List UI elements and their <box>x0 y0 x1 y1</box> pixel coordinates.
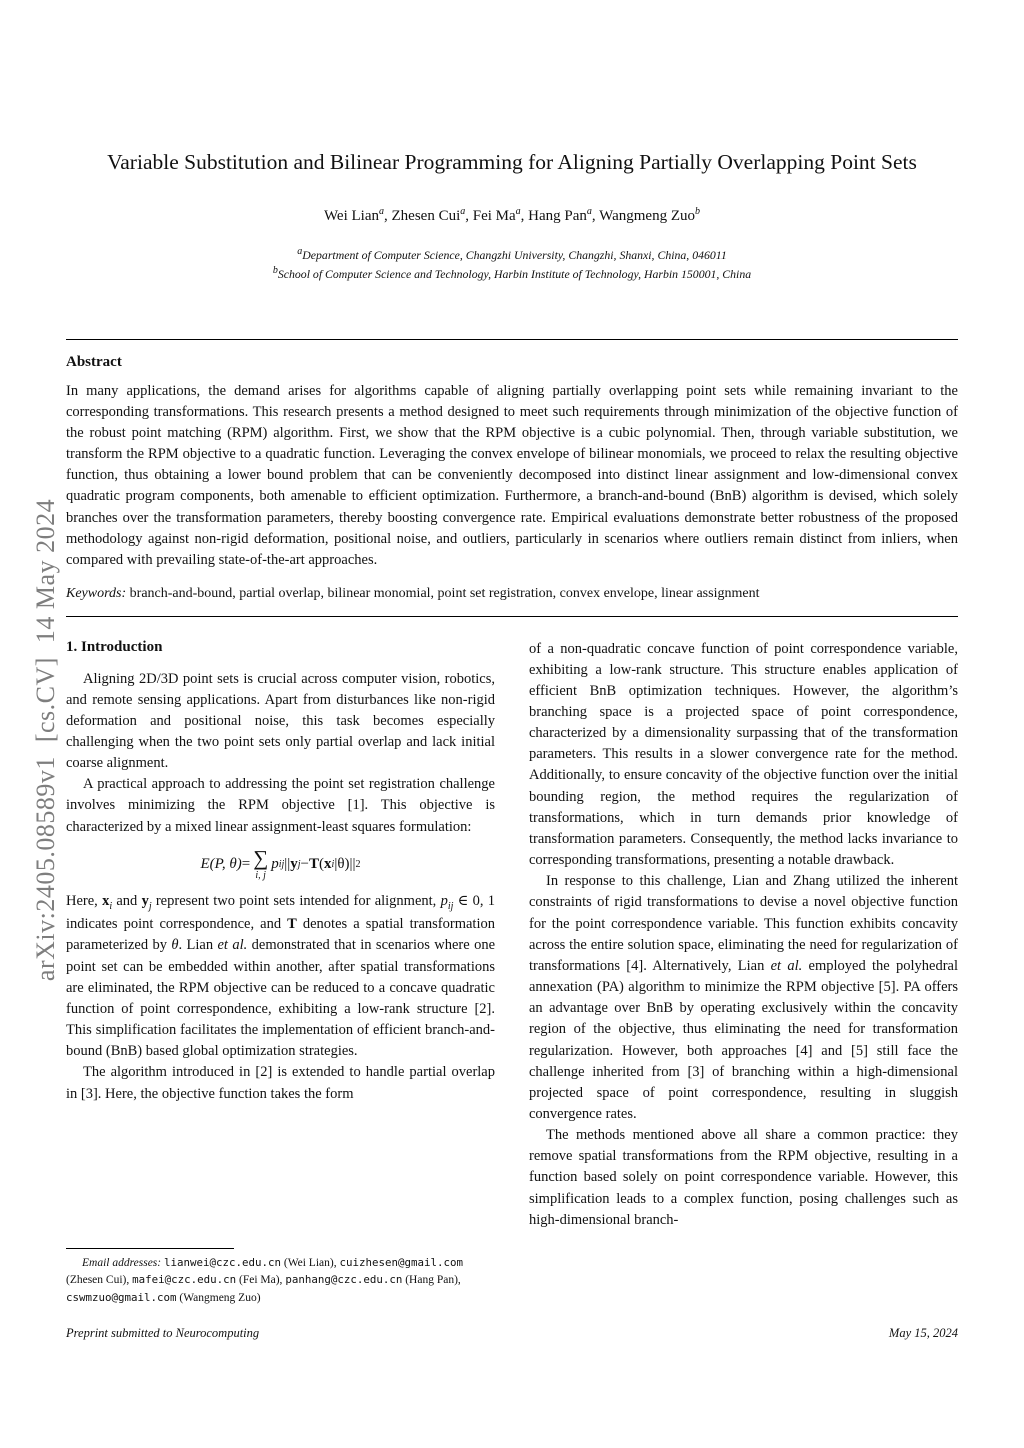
email-footnote <box>66 1248 496 1307</box>
equation-paren: ( <box>319 855 325 872</box>
equation-y-sub: j <box>297 858 301 870</box>
intro-right-column <box>529 639 958 1231</box>
equation-equals: = <box>241 855 251 872</box>
paper-title: Variable Substitution and Bilinear Programming for Aligning Partially Overlapping Point Sets <box>107 150 917 174</box>
paragraph: In response to this challenge, Lian and Zhang utilized the inherent constraints of rigid transformations to devise a novel objective function for the point correspondence variable. This function exhibits concavity across the entire solution space, eliminating the need for regularization of transformations [4]. Alternatively, Lian et al. employed the polyhedral annexation (PA) algorithm to minimize the RPM objective [5]. PA offers an advantage over BnB by operating exclusively within the concavity region of the objective, thus eliminating the need for transformation regularization. However, both approaches [4] and [5] still face the challenge inherited from [3] of branching within a high-dimensional projected space of point correspondence, resulting in sluggish convergence rates. <box>529 873 958 1122</box>
summation-symbol: ∑ i, j <box>253 845 269 881</box>
equation-p-sub: ij <box>278 858 285 870</box>
equation-minus: − <box>300 855 310 872</box>
author-line: Wei Lian$^a$, Zhesen Cui$^a$, Fei Ma$^a$, Hang Pan$^a$, Wangmeng Zuo$^b$ <box>323 206 701 225</box>
affiliations <box>66 245 958 283</box>
divider-above-abstract <box>66 339 958 340</box>
footnote-emails: Email addresses: lianwei@czc.edu.cn (Wei Lian), cuizhesen@gmail.com (Zhesen Cui), mafei@czc.edu.cn (Fei Ma), panhang@czc.edu.cn (Hang Pan), cswmzuo@gmail.com (Wangmeng Zuo) <box>66 1256 463 1304</box>
paper-content <box>66 0 958 1231</box>
rpm-objective-equation <box>66 845 495 881</box>
equation-norm-open: || <box>284 855 291 872</box>
equation-T: T <box>309 855 320 872</box>
paragraph: A practical approach to addressing the point set registration challenge involves minimizing the RPM objective [1]. This objective is characterized by a mixed linear assignment-least squares formulation: <box>66 776 495 835</box>
paragraph: Here, $x_i$ and $y_j$ represent two point sets intended for alignment, $p_{ij}$ ∈ 0, 1 indicates point correspondence, and T denotes a spatial transformation parameterized by θ. Lian et al. demonstrated that in scenarios where one point set can be embedded within another, after spatial transformations are eliminated, the RPM objective can be reduced to a concave quadratic function of point correspondence, exhibiting a low-rank structure [2]. This simplification facilitates the implementation of efficient branch-and-bound (BnB) based global optimization strategies. <box>66 892 496 1060</box>
affiliation-b: $^b$School of Computer Science and Technology, Harbin Institute of Technology, Harbin 150001, China <box>272 265 752 282</box>
divider-below-keywords <box>66 616 958 617</box>
paragraph: The methods mentioned above all share a common practice: they remove spatial transformations from the RPM objective, resulting in a function based solely on point correspondence variable. However, this simplification leads to a complex function, posing challenges such as high-dimensional branch- <box>529 1127 958 1228</box>
arxiv-watermark: arXiv:2405.08589v1 [cs.CV] 14 May 2024 <box>31 498 60 982</box>
equation-lhs: E(P, θ) <box>200 855 242 872</box>
footnote-divider <box>66 1248 234 1249</box>
equation-x: x <box>324 855 332 872</box>
preprint-note: Preprint submitted to Neurocomputing <box>66 1326 260 1340</box>
abstract-heading: Abstract <box>66 354 122 371</box>
affiliation-a: $^a$Department of Computer Science, Changzhi University, Changzhi, Shanxi, China, 046011 <box>297 246 727 263</box>
equation-norm-close: || <box>349 855 356 872</box>
equation-p: p <box>271 855 279 872</box>
equation-squared: 2 <box>355 858 361 870</box>
two-column-body <box>66 639 958 1231</box>
equation-close: |θ) <box>334 855 350 872</box>
paragraph: The algorithm introduced in [2] is extended to handle partial overlap in [3]. Here, the objective function takes the form <box>66 1064 495 1102</box>
intro-left-column <box>66 639 495 1231</box>
submission-date: May 15, 2024 <box>888 1326 958 1340</box>
section-heading-introduction: 1. Introduction <box>66 638 163 655</box>
keywords-line: Keywords: branch-and-bound, partial overlap, bilinear monomial, point set registration, convex envelope, linear assignment <box>66 585 760 601</box>
equation-x-sub: i <box>331 858 335 870</box>
page-footer <box>66 1326 958 1341</box>
paragraph: Aligning 2D/3D point sets is crucial across computer vision, robotics, and remote sensing applications. Apart from disturbances like non-rigid deformation and positional noise, this task becomes especially challenging when the two point sets only partial overlap and lack initial coarse alignment. <box>66 670 495 772</box>
equation-y: y <box>290 855 298 872</box>
abstract-text: In many applications, the demand arises for algorithms capable of aligning partially overlapping point sets while remaining invariant to the corresponding transformations. This research presents a method designed to meet such requirements through minimization of the objective function of the robust point matching (RPM) algorithm. First, we show that the RPM objective is a cubic polynomial. Then, through variable substitution, we transform the RPM objective to a quadratic function. Leveraging the convex envelope of bilinear monomials, we proceed to relax the resulting objective function, thus obtaining a lower bound problem that can be conveniently decomposed into distinct linear assignment and low-dimensional convex quadratic program components, both amenable to efficient optimization. Furthermore, a branch-and-bound (BnB) algorithm is devised, which solely branches over the transformation parameters, thereby boosting convergence rate. Empirical evaluations demonstrate better robustness of the proposed methodology against non-rigid deformation, positional noise, and outliers, particularly in scenarios where outliers remain distinct from inliers, when compared with prevailing state-of-the-art approaches. <box>66 383 958 568</box>
paragraph: of a non-quadratic concave function of point correspondence variable, exhibiting a low-rank structure. This structure enables application of efficient BnB optimization techniques. However, the algorithm’s branching space is a projected space of point correspondence, characterized by a dimensionality surpassing that of the transformation parameters. This results in a slower convergence rate for the method. Additionally, to ensure concavity of the objective function over the initial bounding region, the method requires the regularization of transformations, which in turn demands prior knowledge of transformation parameters. Consequently, the method lacks invariance to corresponding transformations, presenting a notable drawback. <box>529 640 958 869</box>
